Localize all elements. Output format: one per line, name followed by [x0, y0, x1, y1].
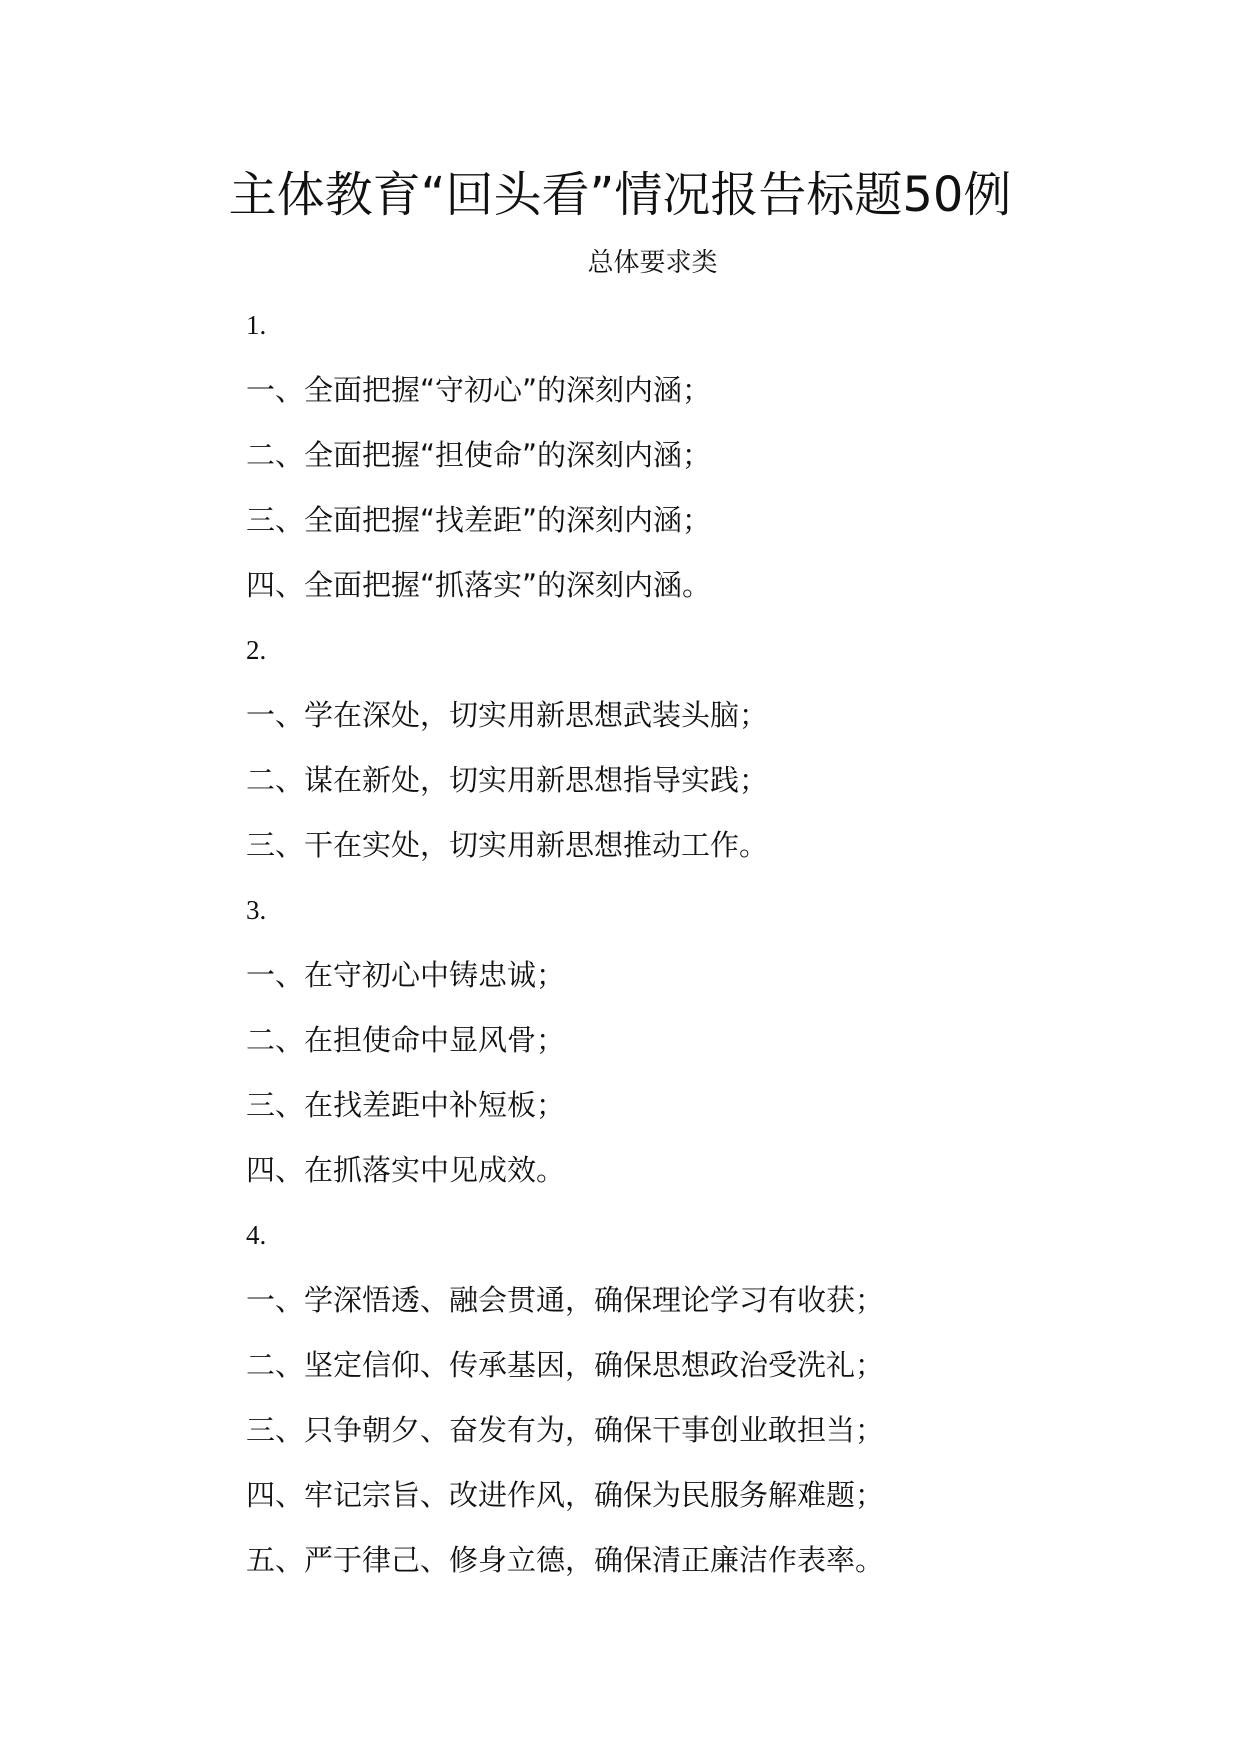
list-item: 三、全面把握“找差距”的深刻内涵； [246, 503, 712, 537]
list-item: 二、在担使命中显风骨； [246, 1023, 566, 1057]
list-item: 三、在找差距中补短板； [246, 1088, 566, 1122]
list-item: 二、全面把握“担使命”的深刻内涵； [246, 438, 712, 472]
list-item: 一、全面把握“守初心”的深刻内涵； [246, 373, 712, 407]
list-item: 一、在守初心中铸忠诚； [246, 958, 566, 992]
list-item: 四、牢记宗旨、改进作风，确保为民服务解难题； [246, 1478, 885, 1512]
list-item: 三、只争朝夕、奋发有为，确保干事创业敢担当； [246, 1413, 885, 1447]
document-title: 主体教育“回头看”情况报告标题50例 [228, 167, 1012, 223]
list-item: 五、严于律己、修身立德，确保清正廉洁作表率。 [246, 1543, 885, 1577]
section-heading: 总体要求类 [587, 248, 718, 278]
group-number: 4. [246, 1220, 267, 1250]
group-number: 3. [246, 895, 267, 925]
list-item: 二、谋在新处，切实用新思想指导实践； [246, 763, 769, 797]
list-item: 一、学在深处，切实用新思想武装头脑； [246, 698, 769, 732]
group-number: 2. [246, 635, 267, 665]
list-item: 四、全面把握“抓落实”的深刻内涵。 [246, 568, 712, 602]
title-list [246, 303, 1206, 1603]
list-item: 四、在抓落实中见成效。 [246, 1153, 566, 1187]
list-item: 一、学深悟透、融会贯通，确保理论学习有收获； [246, 1283, 885, 1317]
list-item: 二、坚定信仰、传承基因，确保思想政治受洗礼； [246, 1348, 885, 1382]
group-number: 1. [246, 310, 267, 340]
list-item: 三、干在实处，切实用新思想推动工作。 [246, 828, 769, 862]
